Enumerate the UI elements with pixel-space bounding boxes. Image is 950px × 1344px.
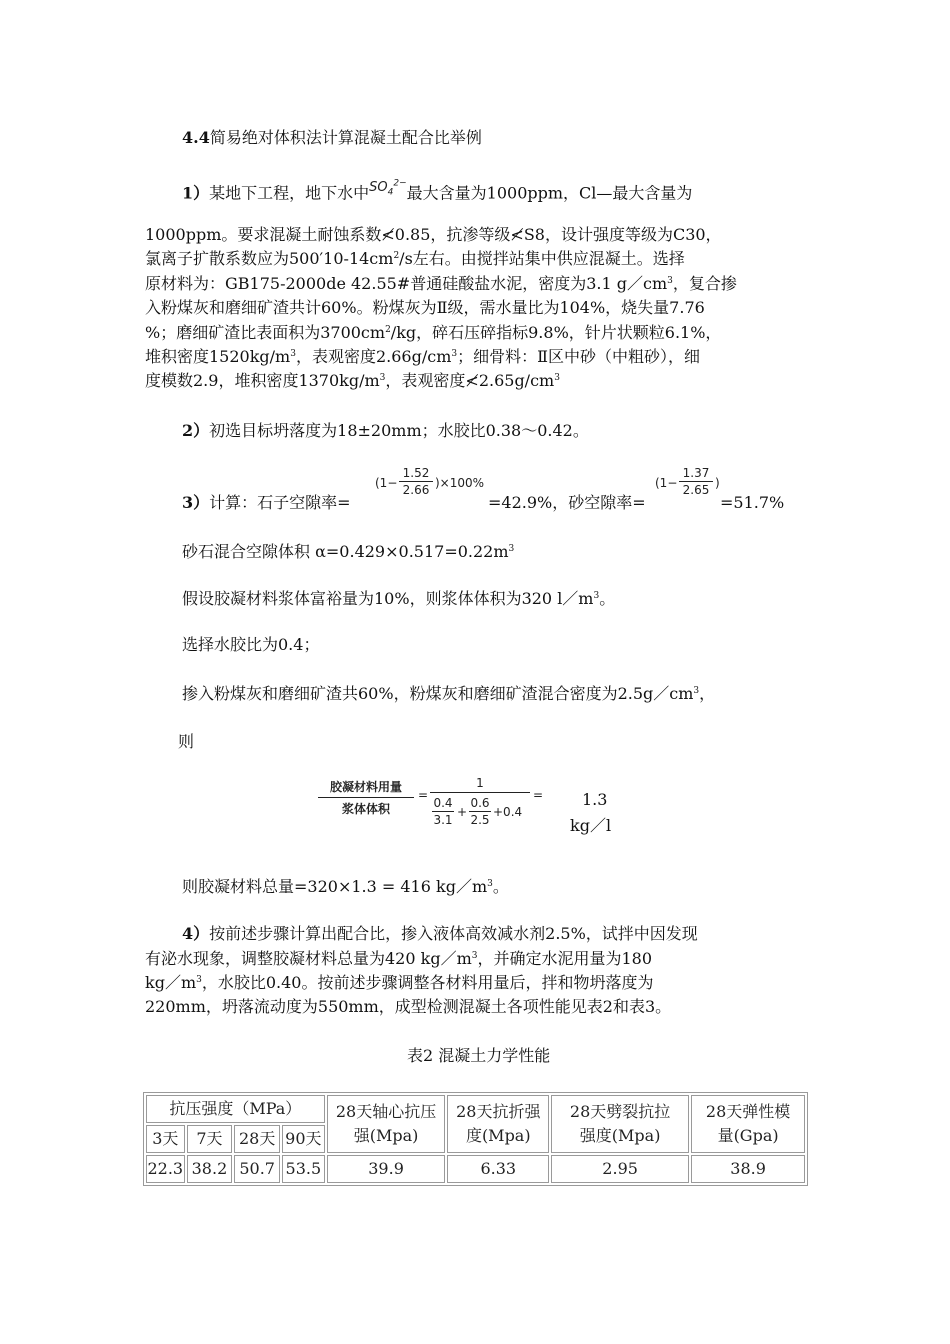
binder-equation [318, 776, 548, 838]
p1-line-6a: %；磨细矿渣比表面积为3700cm [145, 323, 386, 342]
eq-term2-num: 0.6 [470, 796, 490, 810]
eq-rhs-num: 1 [476, 776, 484, 790]
p1-line-7-sup1: 3 [290, 349, 296, 359]
p1-line-7b: ，表观密度2.66g/cm [295, 347, 452, 366]
sulfate-ion-charge: 2− [393, 179, 407, 189]
admixture-sup: 3 [693, 686, 700, 696]
eq-lhs-den: 浆体体积 [341, 802, 390, 816]
header-elastic-modulus-l2: 量(Gpa) [717, 1126, 779, 1145]
p1-line-4a: 原材料为：GB175-2000de 42.55#普通硅酸盐水泥，密度为3.1 g／cm [145, 274, 668, 293]
eq-equals-2: = [533, 788, 544, 802]
eq-rhs [430, 776, 530, 834]
f1-close: )×100% [435, 476, 485, 490]
header-3-days: 3天 [146, 1125, 185, 1153]
p1-line-3b: /s左右。由搅拌站集中供应混凝土。选择 [399, 249, 685, 268]
f2-fraction [679, 466, 713, 497]
p1-line-7-sup2: 3 [451, 349, 458, 359]
cell-90-days: 53.5 [282, 1155, 325, 1183]
header-splitting-tensile-l1: 28天劈裂抗拉 [569, 1102, 671, 1121]
p1-line-7 [145, 346, 700, 368]
p1-line-6 [145, 322, 721, 344]
total-binder-line [182, 876, 509, 898]
section-title-text: 简易绝对体积法计算混凝土配合比举例 [209, 128, 482, 147]
p1-line-3-sup: 2 [393, 251, 400, 261]
p1-text-b: 最大含量为1000ppm，Cl—最大含量为 [406, 183, 693, 203]
cell-splitting-tensile: 2.95 [551, 1155, 689, 1183]
cell-7-days: 38.2 [187, 1155, 233, 1183]
f1-fraction [399, 466, 433, 497]
p4-number: 4） [182, 924, 210, 943]
table-header-row-1 [146, 1095, 805, 1123]
p4-line-1 [182, 923, 698, 945]
f2-num: 1.37 [682, 466, 710, 480]
header-axial-compressive-l1: 28天轴心抗压 [335, 1102, 437, 1121]
then-line: 则 [178, 732, 195, 751]
section-title [182, 127, 482, 149]
compressive-strength-header: 抗压强度（MPa） [146, 1095, 325, 1123]
header-28-days: 28天 [234, 1125, 280, 1153]
header-90-days: 90天 [282, 1125, 325, 1153]
sulfate-ion-subscript: 4 [387, 187, 394, 198]
f1-num: 1.52 [402, 466, 430, 480]
p1-line-8-sup1: 3 [379, 373, 386, 383]
p1-line-8b: ，表观密度≮2.65g/cm [385, 371, 555, 390]
p1-line-5: 入粉煤灰和磨细矿渣共计60%。粉煤灰为Ⅱ级，需水量比为104%，烧失量7.76 [145, 298, 705, 317]
p1-line-7a: 堆积密度1520kg/m [145, 347, 291, 366]
header-elastic-modulus-l1: 28天弹性模 [705, 1102, 791, 1121]
p4-text-1: 按前述步骤计算出配合比，掺入液体高效减水剂2.5%，试拌中因发现 [209, 924, 698, 943]
eq-rhs-bar [430, 792, 530, 793]
total-binder-sup: 3 [487, 879, 493, 889]
p2-number: 2） [182, 421, 210, 440]
p1-line-3 [145, 248, 685, 270]
p3-text-c: =51.7% [720, 493, 785, 512]
eq-rhs-den [430, 796, 530, 834]
p1-line-8 [145, 370, 560, 392]
p1-line-4-sup: 3 [667, 276, 673, 286]
header-flexural [447, 1095, 549, 1153]
header-axial-compressive [327, 1095, 446, 1153]
total-binder-text-b: 。 [492, 877, 509, 896]
eq-lhs-num: 胶凝材料用量 [329, 780, 402, 794]
p1-line-3a: 氯离子扩散系数应为500′10-14cm [145, 249, 394, 268]
admixture-text-b: ， [699, 684, 716, 703]
eq-lhs-bar [318, 797, 414, 798]
total-binder-text-a: 则胶凝材料总量=320×1.3 = 416 kg／m [182, 877, 488, 896]
p1-line-6b: /kg，碎石压碎指标9.8%，针片状颗粒6.1%， [390, 323, 722, 342]
p1-line-8a: 度模数2.9，堆积密度1370kg/m [145, 371, 380, 390]
cell-axial-compressive: 39.9 [327, 1155, 446, 1183]
eq-plus-2: +0.4 [493, 805, 523, 819]
p1-line-4b: ，复合掺 [672, 274, 737, 293]
assume-text-b: 。 [599, 589, 616, 608]
cell-3-days: 22.3 [146, 1155, 185, 1183]
eq-term1-bar [432, 811, 454, 812]
p1-line-1 [182, 180, 692, 211]
p1-number: 1） [182, 183, 210, 203]
eq-term1-num: 0.4 [433, 796, 453, 810]
p1-line-7c: ；细骨料：Ⅱ区中砂（中粗砂），细 [457, 347, 700, 366]
eq-term2-bar [469, 811, 491, 812]
p4-line-2-sup: 3 [471, 951, 478, 961]
header-axial-compressive-l2: 强(Mpa) [353, 1126, 419, 1145]
p1-line-8-sup2: 3 [554, 373, 560, 383]
eq-equals-1: = [418, 788, 429, 802]
table-caption: 表2 混凝土力学性能 [407, 1046, 551, 1065]
section-number: 4.4 [182, 128, 210, 147]
eq-result-value: 1.3 [582, 790, 608, 809]
p2-line [182, 420, 589, 442]
eq-term2 [469, 796, 491, 827]
f1-den: 2.66 [402, 483, 430, 497]
header-7-days: 7天 [187, 1125, 233, 1153]
eq-term1-den: 3.1 [433, 813, 453, 827]
mix-void-text: 砂石混合空隙体积 α=0.429×0.517=0.22m [182, 542, 509, 561]
eq-result-unit: kg／l [570, 816, 612, 835]
p1-line-4 [145, 273, 737, 295]
p1-text-a: 某地下工程，地下水中 [209, 183, 370, 203]
f2-den: 2.65 [682, 483, 710, 497]
p4-text-2a: 有泌水现象，调整胶凝材料总量为420 kg／m [145, 949, 472, 968]
header-flexural-l2: 度(Mpa) [465, 1126, 531, 1145]
p4-text-2b: ，并确定水泥用量为180 [477, 949, 653, 968]
p3-number: 3） [182, 493, 210, 512]
assume-text-a: 假设胶凝材料浆体富裕量为10%，则浆体体积为320 l／m [182, 589, 594, 608]
sulfate-ion-symbol: SO [369, 180, 388, 196]
admixture-line [182, 683, 715, 705]
p4-line-4: 220mm，坍落流动度为550mm，成型检测混凝土各项性能见表2和表3。 [145, 997, 672, 1016]
f1-bar [399, 481, 433, 482]
p3-text-a: 计算：石子空隙率= [209, 493, 351, 512]
admixture-text-a: 掺入粉煤灰和磨细矿渣共60%，粉煤灰和磨细矿渣混合密度为2.5g／cm [182, 684, 694, 703]
cell-flexural: 6.33 [447, 1155, 549, 1183]
p3-number-line [182, 492, 351, 514]
eq-term2-den: 2.5 [470, 813, 490, 827]
eq-plus-1: + [457, 805, 468, 819]
assume-sup: 3 [593, 591, 600, 601]
cell-28-days: 50.7 [234, 1155, 280, 1183]
f2-bar [679, 481, 713, 482]
p4-text-3a: kg／m [145, 973, 197, 992]
f2-open: (1− [655, 476, 678, 490]
mix-void-sup: 3 [508, 544, 515, 554]
p3-text-b: =42.9%，砂空隙率= [488, 493, 646, 512]
assume-line [182, 588, 615, 610]
mix-void-line [182, 541, 514, 563]
p4-line-3-sup: 3 [196, 975, 202, 985]
p1-line-6-sup: 2 [385, 325, 391, 335]
eq-term1 [432, 796, 454, 827]
f2-close: ) [715, 476, 720, 490]
water-binder-line: 选择水胶比为0.4； [182, 635, 320, 654]
f1-open: (1− [375, 476, 398, 490]
p2-text: 初选目标坍落度为18±20mm；水胶比0.38～0.42。 [209, 421, 589, 440]
sulfate-ion-formula [369, 179, 407, 198]
header-splitting-tensile-l2: 强度(Mpa) [579, 1126, 661, 1145]
cell-elastic-modulus: 38.9 [691, 1155, 805, 1183]
p1-line-2: 1000ppm。要求混凝土耐蚀系数≮0.85，抗渗等级≮S8，设计强度等级为C30， [145, 225, 722, 244]
header-elastic-modulus [691, 1095, 805, 1153]
eq-lhs [318, 778, 414, 817]
header-splitting-tensile [551, 1095, 689, 1153]
header-flexural-l1: 28天抗折强 [456, 1102, 541, 1121]
mechanical-properties-table [143, 1092, 808, 1186]
p4-line-2 [145, 948, 652, 970]
table-row [146, 1155, 805, 1183]
p4-line-3 [145, 972, 654, 994]
p4-text-3b: ，水胶比0.40。按前述步骤调整各材料用量后，拌和物坍落度为 [201, 973, 654, 992]
